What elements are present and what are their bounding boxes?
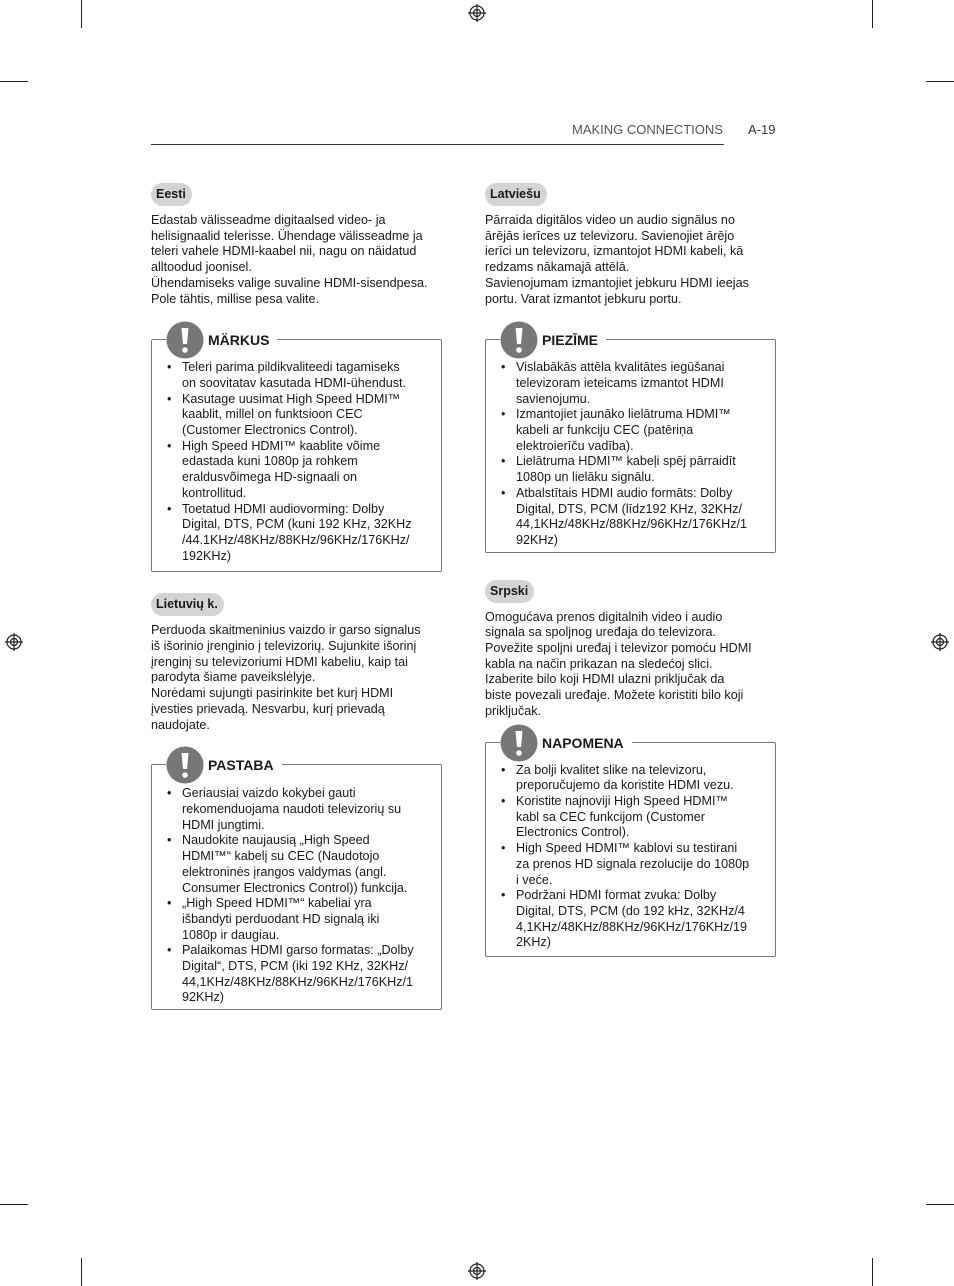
crop-mark: [926, 1204, 954, 1205]
intro-paragraph-eesti: Edastab välisseadme digitaalsed video- ja helisignaalid telerisse. Ühendage välisseadme ja teleri vahele HDMI-kaabel nii, nagu on näidatud alltoodud joonisel. Ühendamiseks valige suvaline HDMI-sisendpesa. Pole tähtis, millise pesa valite.: [151, 213, 428, 306]
crop-mark: [872, 0, 873, 28]
list-item: • Koristite najnoviji High Speed HDMI™ kabl sa CEC funkcijom (Customer Electronics Control).: [500, 794, 767, 841]
language-tag-latviesu: Latviešu: [485, 183, 547, 206]
note-title: PIEZĪME: [542, 332, 599, 349]
list-item: • Lielātruma HDMI™ kabeļi spēj pārraidīt 1080p un lielāku signālu.: [500, 454, 767, 485]
header-rule: [151, 144, 724, 145]
exclamation-circle-icon: [166, 746, 204, 784]
note-title: MÄRKUS: [208, 332, 270, 349]
crop-mark: [0, 1204, 28, 1205]
exclamation-circle-icon: [500, 321, 538, 359]
registration-mark-icon: [468, 4, 486, 22]
page-number: A-19: [748, 122, 776, 137]
intro-paragraph-srpski: Omogućava prenos digitalnih video i audio signala sa spoljnog uređaja do televizora. Povežite spoljni uređaj i televizor pomoću HDMI kabla na način prikazan na sledećoj slici. Izaberite bilo koji HDMI ulazni priključak da biste povezali uređaje. Možete koristiti bilo koji priključak.: [485, 609, 752, 718]
note-header: [500, 322, 606, 358]
note-list: [166, 360, 433, 564]
list-item: • Geriausiai vaizdo kokybei gauti rekomenduojama naudoti televizorių su HDMI jungtimi.: [166, 786, 433, 833]
intro-paragraph-latviesu: Pārraida digitālos video un audio signālus no ārējās ierīces uz televizoru. Savienojiet ārējo ierīci un televizoru, izmantojot HDMI kabeli, kā redzams nākamajā attēlā. Savienojumam izmantojiet jebkuru HDMI ieejas portu. Varat izmantot jebkuru portu.: [485, 213, 749, 306]
note-list: [166, 786, 433, 1006]
crop-mark: [81, 1258, 82, 1286]
right-column: [485, 183, 776, 957]
list-item: • Vislabākās attēla kvalitātes iegūšanai televizoram ieteicams izmantot HDMI savienojumu.: [500, 360, 767, 407]
crop-mark: [0, 81, 28, 82]
list-item: • „High Speed HDMI™“ kabeliai yra išbandyti perduodant HD signalą iki 1080p ir daugiau.: [166, 896, 433, 943]
note-title: NAPOMENA: [542, 734, 624, 751]
list-item: • Atbalstītais HDMI audio formāts: Dolby Digital, DTS, PCM (līdz192 KHz, 32KHz/ 44,1KHz/48KHz/88KHz/96KHz/176KHz/1 92KHz): [500, 486, 767, 549]
note-list: [500, 763, 767, 951]
list-item: • Podržani HDMI format zvuka: Dolby Digital, DTS, PCM (do 192 kHz, 32KHz/4 4,1KHz/48KHz/88KHz/96KHz/176KHz/19 2KHz): [500, 888, 767, 951]
list-item: • High Speed HDMI™ kaablite võime edastada kuni 1080p ja rohkem eraldusvõimega HD-signaali on kontrollitud.: [166, 439, 433, 502]
language-tag-srpski: Srpski: [485, 580, 534, 603]
note-header: [166, 747, 282, 783]
note-title: PASTABA: [208, 757, 274, 774]
list-item: • Za bolji kvalitet slike na televizoru, preporučujemo da koristite HDMI vezu.: [500, 763, 767, 794]
list-item: • Naudokite naujausią „High Speed HDMI™“ kabelį su CEC (Naudotojo elektroninės įrangos valdymas (angl. Consumer Electronics Control)) funkcija.: [166, 833, 433, 896]
language-tag-lietuviu: Lietuvių k.: [151, 593, 224, 616]
intro-paragraph-lietuviu: Perduoda skaitmeninius vaizdo ir garso signalus iš išorinio įrenginio į televizorių. Sujunkite išorinį įrenginį su televizoriumi HDMI kabeliu, kaip tai parodyta šiame paveikslėlyje. Norėdami sujungti pasirinkite bet kurį HDMI įvesties prievadą. Nesvarbu, kurį prievadą naudojate.: [151, 623, 421, 732]
exclamation-circle-icon: [500, 724, 538, 762]
crop-mark: [81, 0, 82, 28]
list-item: • Teleri parima pildikvaliteedi tagamiseks on soovitatav kasutada HDMI-ühendust.: [166, 360, 433, 391]
note-header: [166, 322, 277, 358]
note-box-markus: [151, 332, 442, 572]
section-title: MAKING CONNECTIONS: [572, 122, 723, 137]
note-header: [500, 725, 632, 761]
list-item: • Izmantojiet jaunāko lielātruma HDMI™ kabeli ar funkciju CEC (patēriņa elektroierīču vadība).: [500, 407, 767, 454]
list-item: • High Speed HDMI™ kablovi su testirani za prenos HD signala rezolucije do 1080p i veće.: [500, 841, 767, 888]
list-item: • Kasutage uusimat High Speed HDMI™ kaablit, millel on funktsioon CEC (Customer Electronics Control).: [166, 392, 433, 439]
exclamation-circle-icon: [166, 321, 204, 359]
registration-mark-icon: [468, 1262, 486, 1280]
language-tag-eesti: Eesti: [151, 183, 192, 206]
note-box-pastaba: [151, 757, 442, 1010]
list-item: • Palaikomas HDMI garso formatas: „Dolby Digital“, DTS, PCM (iki 192 KHz, 32KHz/ 44,1KHz/48KHz/88KHz/96KHz/176KHz/1 92KHz): [166, 943, 433, 1006]
crop-mark: [872, 1258, 873, 1286]
registration-mark-icon: [5, 633, 23, 651]
crop-mark: [926, 81, 954, 82]
note-list: [500, 360, 767, 548]
registration-mark-icon: [931, 633, 949, 651]
list-item: • Toetatud HDMI audiovorming: Dolby Digital, DTS, PCM (kuni 192 KHz, 32KHz /44.1KHz/48KHz/88KHz/96KHz/176KHz/ 192KHz): [166, 502, 433, 565]
left-column: [151, 183, 442, 1010]
note-box-piezime: [485, 332, 776, 552]
note-box-napomena: [485, 734, 776, 957]
